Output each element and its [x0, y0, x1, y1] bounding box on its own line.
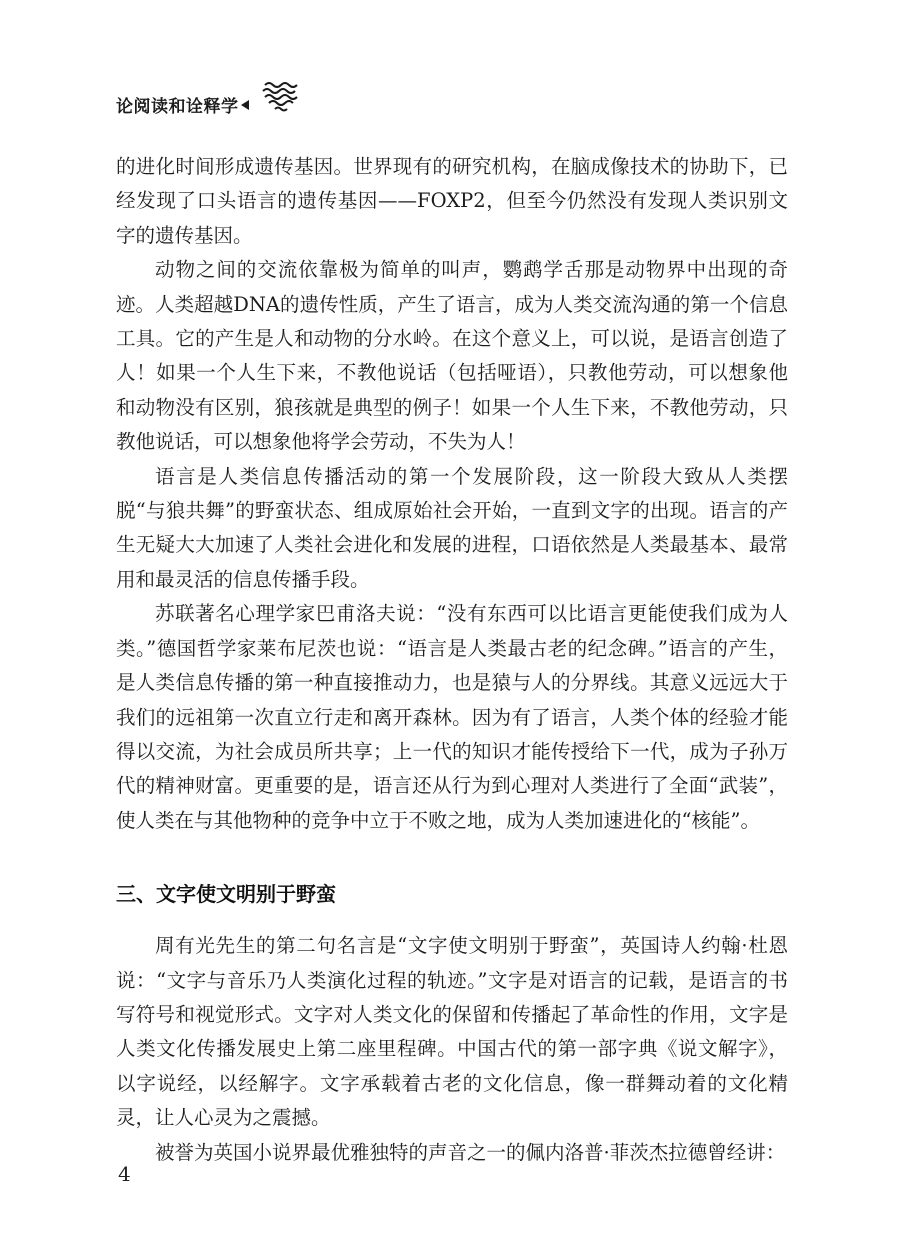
running-title: 论阅读和诠释学	[116, 96, 239, 117]
paragraph-fitzgerald: 被誉为英国小说界最优雅独特的声音之一的佩内洛普·菲茨杰拉德曾经讲：	[155, 1140, 786, 1164]
triangle-marker-icon	[241, 100, 249, 110]
body-text	[116, 150, 788, 1170]
paragraph-continued: 的进化时间形成遗传基因。世界现有的研究机构，在脑成像技术的协助下，已经发现了口头语言的遗传基因——FOXP2，但至今仍然没有发现人类识别文字的遗传基因。	[116, 155, 788, 247]
paragraph-pavlov-quote: 苏联著名心理学家巴甫洛夫说：“没有东西可以比语言更能使我们成为人类。”德国哲学家莱布尼茨也说：“语言是人类最古老的纪念碑。”语言的产生，是人类信息传播的第一种直接推动力，也是猿与人的分界线。其意义远远大于我们的远祖第一次直立行走和离开森林。因为有了语言，人类个体的经验才能得以交流，为社会成员所共享；上一代的知识才能传授给下一代，成为子孙万代的精神财富。更重要的是，语言还从行为到心理对人类进行了全面“武装”，使人类在与其他物种的竞争中立于不败之地，成为人类加速进化的“核能”。	[116, 602, 788, 832]
paragraph-language-stage: 语言是人类信息传播活动的第一个发展阶段，这一阶段大致从人类摆脱“与狼共舞”的野蛮状态、组成原始社会开始，一直到文字的出现。语言的产生无疑大大加速了人类社会进化和发展的进程，口语依然是人类最基本、最常用和最灵活的信息传播手段。	[116, 464, 788, 591]
paragraph-animal-communication: 动物之间的交流依靠极为简单的叫声，鹦鹉学舌那是动物界中出现的奇迹。人类超越DNA的遗传性质，产生了语言，成为人类交流沟通的第一个信息工具。它的产生是人和动物的分水岭。在这个意义上，可以说，是语言创造了人！如果一个人生下来，不教他说话（包括哑语），只教他劳动，可以想象他和动物没有区别，狼孩就是典型的例子！如果一个人生下来，不教他劳动，只教他说话，可以想象他将学会劳动，不失为人！	[116, 258, 788, 454]
page-number: 4	[118, 1162, 131, 1186]
wave-lines-icon	[259, 80, 301, 118]
running-header	[116, 86, 301, 122]
paragraph-writing-civilization: 周有光先生的第二句名言是“文字使文明别于野蛮”，英国诗人约翰·杜恩说：“文字与音乐乃人类演化过程的轨迹。”文字是对语言的记载，是语言的书写符号和视觉形式。文字对人类文化的保留和传播起了革命性的作用，文字是人类文化传播发展史上第二座里程碑。中国古代的第一部字典《说文解字》，以字说经，以经解字。文字承载着古老的文化信息，像一群舞动着的文化精灵，让人心灵为之震撼。	[116, 934, 788, 1130]
section-heading: 三、文字使文明别于野蛮	[116, 882, 336, 907]
